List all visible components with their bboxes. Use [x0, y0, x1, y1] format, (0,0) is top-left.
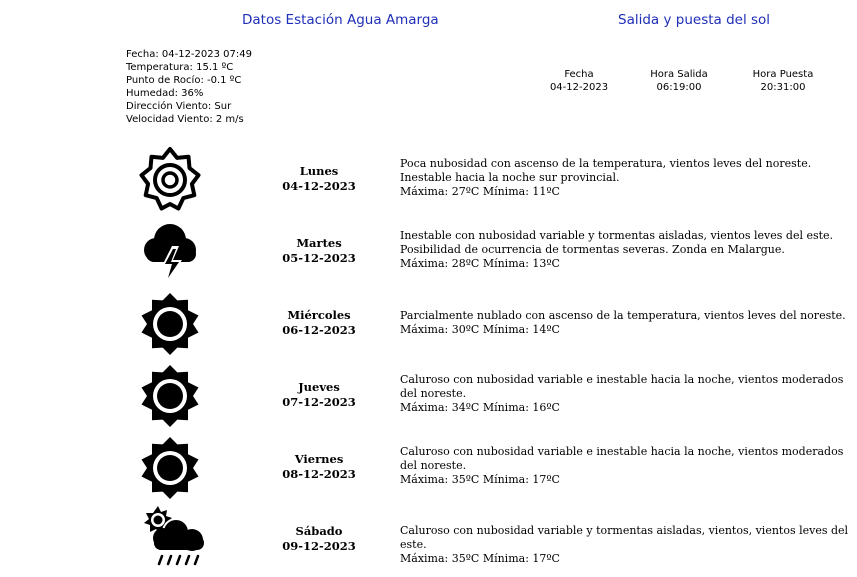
day-name: Martes [296, 236, 342, 250]
sun-icon [132, 288, 208, 360]
forecast-description [400, 157, 852, 199]
day-date: 09-12-2023 [282, 539, 356, 553]
day-label [268, 452, 370, 482]
day-name: Miércoles [287, 308, 351, 322]
day-label [268, 308, 370, 338]
sunset-value: 20:31:00 [760, 82, 806, 93]
day-date: 08-12-2023 [282, 467, 356, 481]
day-label [268, 164, 370, 194]
sun-cloud-rain-icon [132, 504, 208, 576]
forecast-row [0, 288, 857, 360]
station-wind-speed: Velocidad Viento: 2 m/s [126, 114, 244, 125]
sun-title: Salida y puesta del sol [618, 12, 771, 28]
forecast-temps: Máxima: 30ºC Mínima: 14ºC [400, 323, 560, 336]
thunderstorm-icon [132, 216, 208, 288]
forecast-row [0, 144, 857, 216]
forecast-text: Parcialmente nublado con ascenso de la temperatura, vientos leves del noreste. [400, 309, 846, 322]
day-label [268, 524, 370, 554]
forecast-description [400, 309, 852, 337]
station-wind-direction: Dirección Viento: Sur [126, 101, 232, 112]
forecast-row [0, 216, 857, 288]
sun-date-value: 04-12-2023 [549, 82, 609, 93]
forecast-row [0, 360, 857, 432]
forecast-text: Inestable con nubosidad variable y tormentas aisladas, vientos leves del este. Posibilidad de ocurrencia de tormentas severas. Zonda en Malargue. [400, 229, 834, 256]
day-name: Viernes [294, 452, 344, 466]
sun-set-column [744, 68, 822, 94]
partly-sunny-outline-icon [132, 144, 208, 216]
sun-rise-column [640, 68, 718, 94]
forecast-temps: Máxima: 34ºC Mínima: 16ºC [400, 401, 560, 414]
forecast-row [0, 504, 857, 576]
day-date: 05-12-2023 [282, 251, 356, 265]
sun-icon [132, 360, 208, 432]
station-humidity: Humedad: 36% [126, 88, 204, 99]
forecast-temps: Máxima: 35ºC Mínima: 17ºC [400, 473, 560, 486]
station-info [126, 48, 252, 126]
forecast-description [400, 445, 852, 487]
forecast-text: Caluroso con nubosidad variable e inestable hacia la noche, vientos moderados del noreste. [400, 373, 844, 400]
station-dew-point: Punto de Rocío: -0.1 ºC [126, 75, 242, 86]
day-label [268, 236, 370, 266]
day-label [268, 380, 370, 410]
sunrise-label: Hora Salida [650, 69, 708, 80]
forecast-temps: Máxima: 35ºC Mínima: 17ºC [400, 552, 560, 565]
forecast-temps: Máxima: 28ºC Mínima: 13ºC [400, 257, 560, 270]
day-date: 07-12-2023 [282, 395, 356, 409]
station-temperature: Temperatura: 15.1 ºC [126, 62, 234, 73]
forecast-text: Caluroso con nubosidad variable e inestable hacia la noche, vientos moderados del noreste. [400, 445, 844, 472]
forecast-temps: Máxima: 27ºC Mínima: 11ºC [400, 185, 560, 198]
day-name: Jueves [298, 380, 340, 394]
forecast-description [400, 229, 852, 271]
station-title: Datos Estación Agua Amarga [242, 12, 439, 28]
sun-icon [132, 432, 208, 504]
sunset-label: Hora Puesta [752, 69, 814, 80]
forecast-row [0, 432, 857, 504]
sun-date-label: Fecha [564, 69, 594, 80]
forecast-text: Caluroso con nubosidad variable y tormentas aisladas, vientos, vientos leves del este. [400, 524, 849, 551]
forecast-description [400, 524, 852, 566]
day-date: 06-12-2023 [282, 323, 356, 337]
day-date: 04-12-2023 [282, 179, 356, 193]
sunrise-value: 06:19:00 [656, 82, 702, 93]
day-name: Lunes [299, 164, 339, 178]
day-name: Sábado [295, 524, 343, 538]
sun-date-column [540, 68, 618, 94]
forecast-text: Poca nubosidad con ascenso de la temperatura, vientos leves del noreste. Inestable hacia la noche sur provincial. [400, 157, 812, 184]
forecast-description [400, 373, 852, 415]
station-date: Fecha: 04-12-2023 07:49 [126, 49, 252, 60]
